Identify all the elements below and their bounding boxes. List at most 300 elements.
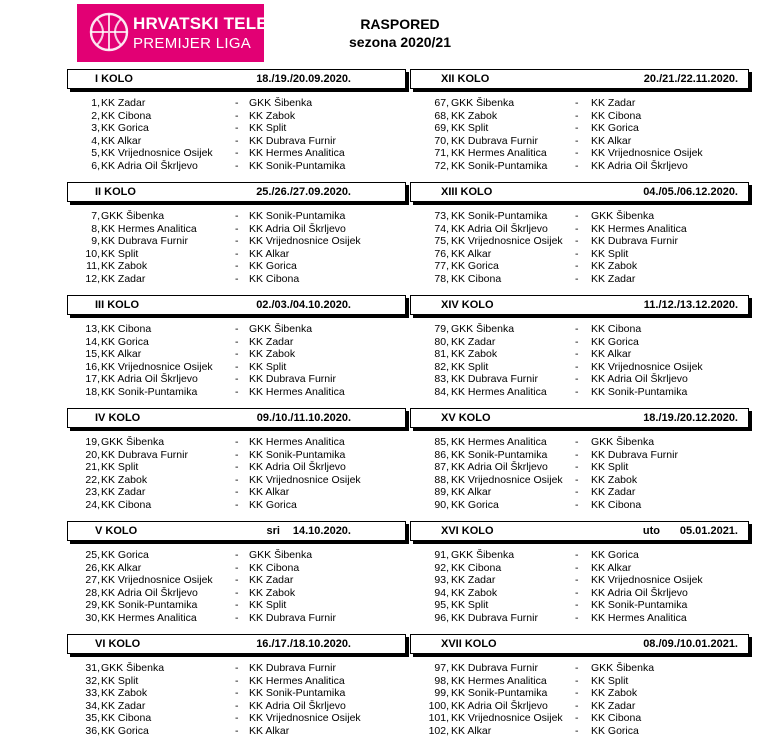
logo-line2: PREMIJER LIGA bbox=[133, 35, 252, 52]
vs-separator: - bbox=[575, 373, 579, 386]
vs-separator: - bbox=[575, 561, 579, 574]
home-team: KK Vrijednosnice Osijek bbox=[451, 473, 563, 486]
vs-separator: - bbox=[575, 724, 579, 737]
game-number: 26, bbox=[85, 561, 100, 574]
vs-separator: - bbox=[575, 210, 579, 222]
home-team: KK Zabok bbox=[451, 109, 498, 122]
round-header bbox=[410, 634, 749, 654]
logo-line1: HRVATSKI TELEKOM bbox=[133, 14, 309, 33]
round-name: I KOLO bbox=[95, 73, 133, 85]
game-number: 90, bbox=[434, 498, 449, 511]
round-date: 02./03./04.10.2020. bbox=[256, 299, 351, 311]
vs-separator: - bbox=[235, 586, 239, 599]
game-number: 5, bbox=[91, 147, 100, 160]
game-number: 21, bbox=[85, 461, 100, 474]
game-number: 99, bbox=[434, 687, 449, 700]
vs-separator: - bbox=[235, 222, 239, 235]
game-number: 27, bbox=[85, 574, 100, 587]
round-block bbox=[410, 69, 749, 182]
away-team: KK Zadar bbox=[249, 335, 294, 348]
game-row bbox=[410, 687, 749, 700]
game-row bbox=[410, 147, 749, 160]
game-row bbox=[67, 562, 406, 575]
vs-separator: - bbox=[575, 712, 579, 725]
game-number: 72, bbox=[434, 159, 449, 172]
game-row bbox=[410, 210, 749, 223]
game-number: 15, bbox=[85, 348, 100, 361]
round-date: 09./10./11.10.2020. bbox=[256, 412, 351, 424]
games-list bbox=[67, 323, 406, 399]
game-row bbox=[67, 160, 406, 173]
round-date: 11./12./13.12.2020. bbox=[643, 299, 738, 311]
away-team: KK Split bbox=[249, 599, 287, 612]
home-team: KK Gorica bbox=[101, 724, 149, 737]
game-number: 87, bbox=[434, 461, 449, 474]
game-row bbox=[410, 436, 749, 449]
round-header bbox=[67, 182, 406, 202]
game-number: 68, bbox=[434, 109, 449, 122]
game-number: 83, bbox=[434, 373, 449, 386]
game-row bbox=[67, 662, 406, 675]
away-team: KK Vrijednosnice Osijek bbox=[249, 235, 361, 248]
game-number: 94, bbox=[434, 586, 449, 599]
vs-separator: - bbox=[575, 599, 579, 612]
round-date: 20./21./22.11.2020. bbox=[643, 73, 738, 85]
vs-separator: - bbox=[575, 159, 579, 172]
home-team: KK Zabok bbox=[101, 687, 148, 700]
away-team: KK Gorica bbox=[591, 335, 639, 348]
away-team: GKK Šibenka bbox=[591, 436, 655, 448]
round-day: sri bbox=[266, 525, 280, 537]
game-row bbox=[410, 386, 749, 399]
round-date: 08./09./10.01.2021. bbox=[643, 638, 738, 650]
vs-separator: - bbox=[235, 348, 239, 361]
home-team: KK Split bbox=[451, 599, 489, 612]
game-number: 7, bbox=[91, 210, 100, 222]
game-row bbox=[67, 147, 406, 160]
home-team: KK Sonik-Puntamika bbox=[101, 385, 198, 398]
page-title bbox=[330, 15, 470, 51]
round-header bbox=[67, 295, 406, 315]
away-team: KK Adria Oil Škrljevo bbox=[591, 586, 688, 599]
round-block bbox=[67, 69, 406, 182]
round-block bbox=[410, 634, 749, 747]
vs-separator: - bbox=[575, 611, 579, 624]
vs-separator: - bbox=[575, 260, 579, 273]
away-team: GKK Šibenka bbox=[249, 97, 313, 109]
round-day: uto bbox=[642, 525, 660, 537]
game-number: 80, bbox=[434, 335, 449, 348]
game-number: 95, bbox=[434, 599, 449, 612]
vs-separator: - bbox=[575, 247, 579, 260]
game-row bbox=[410, 712, 749, 725]
vs-separator: - bbox=[235, 436, 239, 448]
away-team: GKK Šibenka bbox=[591, 210, 655, 222]
game-number: 89, bbox=[434, 486, 449, 499]
away-team: GKK Šibenka bbox=[249, 549, 313, 561]
game-row bbox=[410, 260, 749, 273]
vs-separator: - bbox=[235, 272, 239, 285]
home-team: KK Adria Oil Škrljevo bbox=[101, 373, 198, 386]
vs-separator: - bbox=[575, 348, 579, 361]
home-team: KK Split bbox=[451, 360, 489, 373]
game-row bbox=[67, 474, 406, 487]
game-row bbox=[67, 361, 406, 374]
away-team: KK Cibona bbox=[249, 561, 300, 574]
round-header bbox=[410, 521, 749, 541]
game-row bbox=[410, 110, 749, 123]
home-team: KK Cibona bbox=[451, 272, 502, 285]
vs-separator: - bbox=[575, 385, 579, 398]
away-team: KK Cibona bbox=[591, 109, 642, 122]
vs-separator: - bbox=[235, 561, 239, 574]
away-team: KK Adria Oil Škrljevo bbox=[591, 373, 688, 386]
game-number: 28, bbox=[85, 586, 100, 599]
vs-separator: - bbox=[235, 498, 239, 511]
vs-separator: - bbox=[235, 662, 239, 674]
game-row bbox=[410, 499, 749, 512]
home-team: KK Sonik-Puntamika bbox=[101, 599, 198, 612]
vs-separator: - bbox=[235, 360, 239, 373]
home-team: GKK Šibenka bbox=[101, 662, 165, 674]
vs-separator: - bbox=[235, 611, 239, 624]
home-team: KK Gorica bbox=[451, 498, 499, 511]
game-number: 73, bbox=[434, 210, 449, 222]
home-team: KK Cibona bbox=[101, 109, 152, 122]
game-number: 79, bbox=[434, 323, 449, 335]
game-number: 22, bbox=[85, 473, 100, 486]
games-list bbox=[410, 549, 749, 625]
away-team: KK Dubrava Furnir bbox=[249, 373, 336, 386]
away-team: KK Split bbox=[249, 360, 287, 373]
game-number: 16, bbox=[85, 360, 100, 373]
away-team: KK Adria Oil Škrljevo bbox=[249, 461, 346, 474]
game-number: 76, bbox=[434, 247, 449, 260]
home-team: KK Sonik-Puntamika bbox=[451, 448, 548, 461]
vs-separator: - bbox=[235, 260, 239, 273]
away-team: KK Dubrava Furnir bbox=[591, 235, 678, 248]
game-row bbox=[67, 135, 406, 148]
game-row bbox=[410, 235, 749, 248]
game-number: 102, bbox=[428, 724, 449, 737]
round-name: XIV KOLO bbox=[441, 299, 494, 311]
game-row bbox=[67, 248, 406, 261]
vs-separator: - bbox=[575, 662, 579, 674]
games-list bbox=[410, 436, 749, 512]
round-header bbox=[67, 521, 406, 541]
game-number: 92, bbox=[434, 561, 449, 574]
league-logo bbox=[77, 4, 309, 62]
away-team: KK Split bbox=[249, 122, 287, 135]
home-team: KK Zabok bbox=[101, 473, 148, 486]
away-team: KK Sonik-Puntamika bbox=[249, 448, 346, 461]
round-name: V KOLO bbox=[95, 525, 138, 537]
game-row bbox=[67, 273, 406, 286]
game-number: 8, bbox=[91, 222, 100, 235]
away-team: KK Sonik-Puntamika bbox=[591, 599, 688, 612]
round-name: IV KOLO bbox=[95, 412, 141, 424]
game-number: 14, bbox=[85, 335, 100, 348]
home-team: KK Zadar bbox=[101, 486, 146, 499]
game-number: 77, bbox=[434, 260, 449, 273]
home-team: KK Vrijednosnice Osijek bbox=[101, 574, 213, 587]
home-team: KK Zabok bbox=[451, 348, 498, 361]
vs-separator: - bbox=[575, 222, 579, 235]
away-team: KK Zabok bbox=[591, 473, 638, 486]
vs-separator: - bbox=[575, 335, 579, 348]
game-number: 13, bbox=[85, 323, 100, 335]
game-row bbox=[410, 361, 749, 374]
game-row bbox=[410, 373, 749, 386]
game-row bbox=[67, 348, 406, 361]
away-team: KK Zadar bbox=[591, 486, 636, 499]
away-team: KK Zabok bbox=[249, 586, 296, 599]
away-team: KK Sonik-Puntamika bbox=[591, 385, 688, 398]
vs-separator: - bbox=[235, 674, 239, 687]
game-row bbox=[410, 549, 749, 562]
game-row bbox=[410, 160, 749, 173]
away-team: KK Hermes Analitica bbox=[591, 611, 687, 624]
home-team: KK Gorica bbox=[101, 549, 149, 561]
vs-separator: - bbox=[235, 235, 239, 248]
home-team: KK Alkar bbox=[101, 561, 142, 574]
round-block bbox=[410, 295, 749, 408]
vs-separator: - bbox=[235, 699, 239, 712]
round-block bbox=[67, 295, 406, 408]
vs-separator: - bbox=[575, 687, 579, 700]
round-header bbox=[410, 69, 749, 89]
away-team: KK Cibona bbox=[591, 498, 642, 511]
game-number: 12, bbox=[85, 272, 100, 285]
game-row bbox=[67, 675, 406, 688]
game-row bbox=[410, 223, 749, 236]
away-team: KK Cibona bbox=[591, 323, 642, 335]
away-team: KK Zabok bbox=[591, 260, 638, 273]
game-row bbox=[67, 336, 406, 349]
games-list bbox=[410, 662, 749, 738]
home-team: KK Adria Oil Škrljevo bbox=[101, 159, 198, 172]
games-list bbox=[410, 97, 749, 173]
home-team: KK Zadar bbox=[101, 699, 146, 712]
away-team: KK Split bbox=[591, 674, 629, 687]
game-number: 93, bbox=[434, 574, 449, 587]
home-team: KK Gorica bbox=[101, 122, 149, 135]
game-row bbox=[67, 712, 406, 725]
away-team: KK Gorica bbox=[249, 260, 297, 273]
round-name: XV KOLO bbox=[441, 412, 491, 424]
game-row bbox=[67, 486, 406, 499]
vs-separator: - bbox=[235, 461, 239, 474]
away-team: KK Hermes Analitica bbox=[249, 385, 345, 398]
home-team: KK Vrijednosnice Osijek bbox=[101, 147, 213, 160]
vs-separator: - bbox=[575, 360, 579, 373]
title-line1: RASPORED bbox=[360, 16, 440, 32]
home-team: KK Hermes Analitica bbox=[451, 436, 547, 448]
game-number: 84, bbox=[434, 385, 449, 398]
vs-separator: - bbox=[235, 599, 239, 612]
away-team: KK Vrijednosnice Osijek bbox=[591, 360, 703, 373]
game-row bbox=[67, 260, 406, 273]
vs-separator: - bbox=[575, 674, 579, 687]
game-number: 2, bbox=[91, 109, 100, 122]
game-row bbox=[410, 461, 749, 474]
vs-separator: - bbox=[235, 247, 239, 260]
away-team: KK Vrijednosnice Osijek bbox=[591, 147, 703, 160]
vs-separator: - bbox=[235, 122, 239, 135]
away-team: KK Dubrava Furnir bbox=[249, 611, 336, 624]
home-team: KK Zadar bbox=[101, 272, 146, 285]
game-number: 33, bbox=[85, 687, 100, 700]
away-team: KK Split bbox=[591, 247, 629, 260]
vs-separator: - bbox=[235, 159, 239, 172]
home-team: KK Cibona bbox=[101, 712, 152, 725]
home-team: KK Dubrava Furnir bbox=[451, 373, 538, 386]
away-team: KK Alkar bbox=[249, 486, 290, 499]
game-row bbox=[410, 474, 749, 487]
game-number: 6, bbox=[91, 159, 100, 172]
home-team: KK Zadar bbox=[101, 97, 146, 109]
game-number: 17, bbox=[85, 373, 100, 386]
game-row bbox=[67, 499, 406, 512]
game-row bbox=[410, 486, 749, 499]
home-team: KK Hermes Analitica bbox=[451, 385, 547, 398]
away-team: KK Vrijednosnice Osijek bbox=[249, 473, 361, 486]
vs-separator: - bbox=[575, 574, 579, 587]
basketball-icon bbox=[89, 12, 129, 52]
away-team: KK Zabok bbox=[249, 348, 296, 361]
game-number: 97, bbox=[434, 662, 449, 674]
game-row bbox=[67, 97, 406, 110]
away-team: GKK Šibenka bbox=[249, 323, 313, 335]
vs-separator: - bbox=[575, 134, 579, 147]
away-team: KK Hermes Analitica bbox=[249, 674, 345, 687]
home-team: KK Alkar bbox=[101, 134, 142, 147]
game-row bbox=[67, 574, 406, 587]
vs-separator: - bbox=[575, 461, 579, 474]
vs-separator: - bbox=[235, 712, 239, 725]
game-row bbox=[67, 122, 406, 135]
away-team: KK Alkar bbox=[249, 247, 290, 260]
game-number: 35, bbox=[85, 712, 100, 725]
home-team: KK Gorica bbox=[451, 260, 499, 273]
round-block bbox=[410, 521, 749, 634]
game-row bbox=[67, 587, 406, 600]
game-row bbox=[410, 135, 749, 148]
game-number: 3, bbox=[91, 122, 100, 135]
game-number: 101, bbox=[428, 712, 449, 725]
game-number: 32, bbox=[85, 674, 100, 687]
home-team: KK Split bbox=[101, 461, 139, 474]
vs-separator: - bbox=[235, 373, 239, 386]
game-row bbox=[410, 599, 749, 612]
home-team: KK Vrijednosnice Osijek bbox=[101, 360, 213, 373]
game-row bbox=[67, 386, 406, 399]
away-team: KK Zadar bbox=[249, 574, 294, 587]
game-row bbox=[67, 110, 406, 123]
home-team: KK Cibona bbox=[101, 323, 152, 335]
game-number: 86, bbox=[434, 448, 449, 461]
home-team: KK Vrijednosnice Osijek bbox=[451, 712, 563, 725]
round-header bbox=[67, 408, 406, 428]
away-team: KK Gorica bbox=[591, 549, 639, 561]
vs-separator: - bbox=[235, 448, 239, 461]
away-team: KK Adria Oil Škrljevo bbox=[249, 699, 346, 712]
round-name: XIII KOLO bbox=[441, 186, 493, 198]
game-number: 19, bbox=[85, 436, 100, 448]
game-number: 98, bbox=[434, 674, 449, 687]
round-header bbox=[410, 295, 749, 315]
away-team: KK Split bbox=[591, 461, 629, 474]
round-header bbox=[410, 408, 749, 428]
game-row bbox=[410, 675, 749, 688]
game-number: 75, bbox=[434, 235, 449, 248]
vs-separator: - bbox=[235, 385, 239, 398]
away-team: KK Sonik-Puntamika bbox=[249, 159, 346, 172]
game-row bbox=[410, 323, 749, 336]
game-row bbox=[67, 235, 406, 248]
game-number: 18, bbox=[85, 385, 100, 398]
home-team: KK Sonik-Puntamika bbox=[451, 687, 548, 700]
vs-separator: - bbox=[575, 97, 579, 109]
vs-separator: - bbox=[575, 448, 579, 461]
game-row bbox=[410, 587, 749, 600]
home-team: KK Zadar bbox=[451, 574, 496, 587]
away-team: KK Cibona bbox=[591, 712, 642, 725]
game-number: 81, bbox=[434, 348, 449, 361]
home-team: KK Hermes Analitica bbox=[101, 222, 197, 235]
away-team: KK Dubrava Furnir bbox=[591, 448, 678, 461]
game-row bbox=[410, 612, 749, 625]
away-team: KK Vrijednosnice Osijek bbox=[249, 712, 361, 725]
vs-separator: - bbox=[575, 699, 579, 712]
schedule-column-right bbox=[410, 69, 749, 747]
away-team: KK Zabok bbox=[591, 687, 638, 700]
home-team: KK Dubrava Furnir bbox=[451, 611, 538, 624]
game-number: 36, bbox=[85, 724, 100, 737]
vs-separator: - bbox=[235, 724, 239, 737]
game-row bbox=[67, 373, 406, 386]
away-team: KK Gorica bbox=[591, 724, 639, 737]
round-header bbox=[67, 69, 406, 89]
game-row bbox=[410, 122, 749, 135]
home-team: KK Adria Oil Škrljevo bbox=[451, 222, 548, 235]
game-number: 30, bbox=[85, 611, 100, 624]
home-team: KK Zadar bbox=[451, 335, 496, 348]
game-number: 1, bbox=[91, 97, 100, 109]
game-row bbox=[67, 449, 406, 462]
round-name: VI KOLO bbox=[95, 638, 141, 650]
game-number: 10, bbox=[85, 247, 100, 260]
away-team: KK Alkar bbox=[591, 348, 632, 361]
vs-separator: - bbox=[235, 473, 239, 486]
vs-separator: - bbox=[235, 486, 239, 499]
game-row bbox=[67, 687, 406, 700]
vs-separator: - bbox=[235, 335, 239, 348]
games-list bbox=[67, 436, 406, 512]
round-date: 05.01.2021. bbox=[679, 525, 738, 537]
games-list bbox=[410, 210, 749, 286]
game-number: 78, bbox=[434, 272, 449, 285]
home-team: KK Alkar bbox=[451, 724, 492, 737]
game-number: 88, bbox=[434, 473, 449, 486]
away-team: KK Alkar bbox=[591, 561, 632, 574]
home-team: KK Zabok bbox=[101, 260, 148, 273]
game-row bbox=[67, 612, 406, 625]
home-team: GKK Šibenka bbox=[101, 210, 165, 222]
vs-separator: - bbox=[575, 549, 579, 561]
game-number: 25, bbox=[85, 549, 100, 561]
away-team: KK Zabok bbox=[249, 109, 296, 122]
